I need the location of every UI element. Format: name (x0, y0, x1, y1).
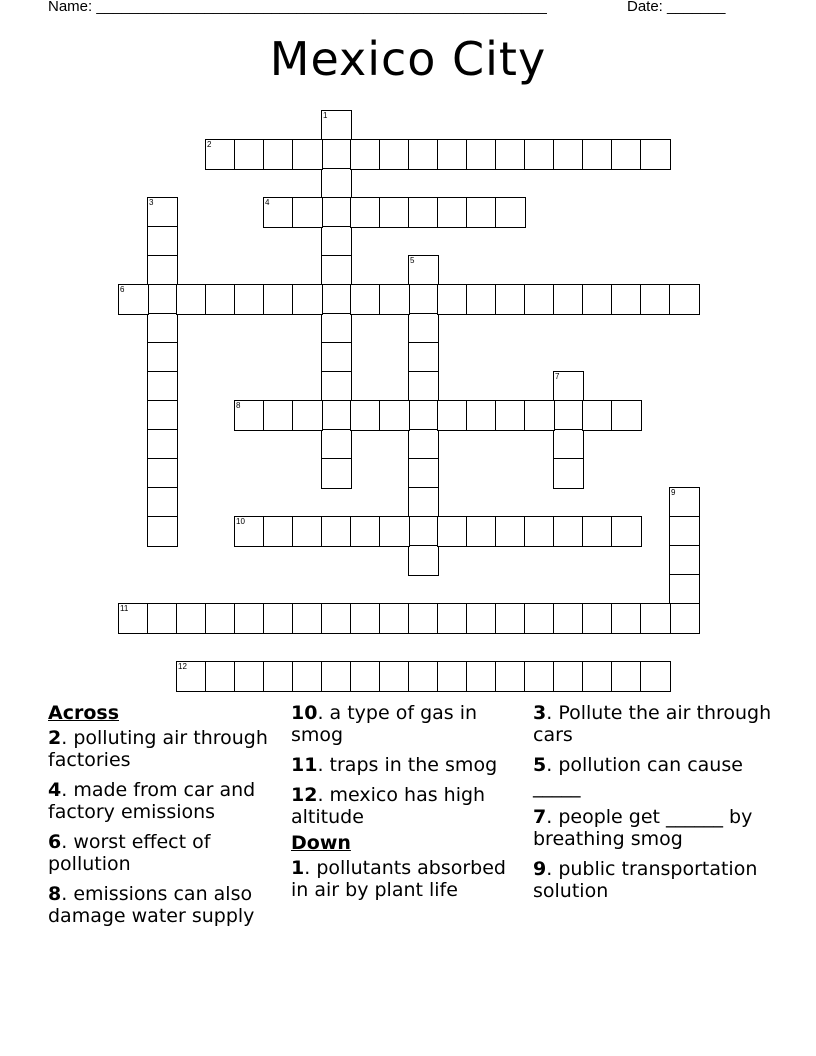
crossword-cell[interactable] (553, 429, 584, 460)
crossword-cell[interactable] (495, 284, 526, 315)
clue-column-3 (533, 702, 773, 910)
crossword-cell[interactable] (379, 516, 410, 547)
crossword-cell[interactable] (408, 487, 439, 518)
across-clue-8: 8. emissions can also damage water supply (48, 883, 255, 927)
crossword-cell[interactable] (147, 487, 178, 518)
crossword-cell[interactable] (205, 661, 236, 692)
across-clue-12: 12. mexico has high altitude (291, 784, 486, 828)
crossword-cell[interactable] (553, 284, 584, 315)
cell-number: 4 (265, 198, 270, 207)
crossword-cell[interactable] (263, 603, 294, 634)
crossword-cell[interactable] (611, 139, 642, 170)
crossword-cell[interactable] (321, 371, 352, 402)
crossword-cell[interactable] (611, 661, 642, 692)
crossword-cell[interactable] (292, 197, 323, 228)
crossword-cell[interactable] (321, 255, 352, 286)
crossword-cell[interactable] (524, 516, 555, 547)
crossword-cell[interactable] (147, 197, 178, 228)
cell-number: 8 (236, 401, 241, 410)
crossword-cell[interactable] (379, 139, 410, 170)
crossword-cell[interactable] (553, 139, 584, 170)
crossword-cell[interactable] (437, 400, 468, 431)
crossword-cell[interactable] (205, 139, 236, 170)
crossword-cell[interactable] (408, 458, 439, 489)
crossword-cell[interactable] (292, 400, 323, 431)
crossword-cell[interactable] (263, 516, 294, 547)
crossword-cell[interactable] (292, 139, 323, 170)
crossword-cell[interactable] (321, 458, 352, 489)
cell-number: 1 (323, 111, 328, 120)
crossword-cell[interactable] (466, 400, 497, 431)
across-clue-4: 4. made from car and factory emissions (48, 779, 256, 823)
crossword-cell[interactable] (524, 400, 555, 431)
crossword-cell[interactable] (321, 284, 352, 315)
crossword-cell[interactable] (176, 603, 207, 634)
crossword-cell[interactable] (147, 226, 178, 257)
crossword-cell[interactable] (379, 400, 410, 431)
crossword-cell[interactable] (669, 284, 700, 315)
crossword-cell[interactable] (582, 139, 613, 170)
crossword-cell[interactable] (611, 603, 642, 634)
crossword-cell[interactable] (205, 284, 236, 315)
crossword-cell[interactable] (495, 400, 526, 431)
crossword-cell[interactable] (495, 197, 526, 228)
crossword-cell[interactable] (408, 139, 439, 170)
crossword-cell[interactable] (524, 661, 555, 692)
crossword-cell[interactable] (495, 516, 526, 547)
crossword-cell[interactable] (147, 603, 178, 634)
crossword-cell[interactable] (611, 284, 642, 315)
crossword-cell[interactable] (466, 197, 497, 228)
crossword-cell[interactable] (582, 284, 613, 315)
down-clue-7: 7. people get ______ by breathing smog (533, 806, 753, 850)
crossword-cell[interactable] (234, 516, 265, 547)
clue-column-1 (48, 702, 284, 935)
cell-number: 5 (410, 256, 415, 265)
crossword-cell[interactable] (582, 516, 613, 547)
crossword-cell[interactable] (118, 284, 149, 315)
crossword-cell[interactable] (350, 139, 381, 170)
cell-number: 7 (555, 372, 560, 381)
crossword-cell[interactable] (263, 197, 294, 228)
crossword-cell[interactable] (321, 661, 352, 692)
crossword-cell[interactable] (292, 603, 323, 634)
crossword-cell[interactable] (408, 197, 439, 228)
crossword-cell[interactable] (234, 661, 265, 692)
crossword-cell[interactable] (408, 313, 439, 344)
crossword-cell[interactable] (147, 255, 178, 286)
crossword-cell[interactable] (147, 342, 178, 373)
crossword-cell[interactable] (292, 284, 323, 315)
crossword-cell[interactable] (408, 371, 439, 402)
crossword-cell[interactable] (611, 400, 642, 431)
crossword-cell[interactable] (234, 400, 265, 431)
crossword-cell[interactable] (321, 516, 352, 547)
crossword-cell[interactable] (147, 458, 178, 489)
crossword-cell[interactable] (321, 400, 352, 431)
crossword-cell[interactable] (640, 284, 671, 315)
crossword-cell[interactable] (321, 139, 352, 170)
across-clue-2: 2. polluting air through factories (48, 727, 268, 771)
crossword-cell[interactable] (147, 313, 178, 344)
crossword-cell[interactable] (553, 603, 584, 634)
crossword-cell[interactable] (524, 603, 555, 634)
crossword-cell[interactable] (321, 342, 352, 373)
crossword-cell[interactable] (553, 371, 584, 402)
crossword-cell[interactable] (321, 168, 352, 199)
crossword-cell[interactable] (640, 661, 671, 692)
crossword-cell[interactable] (263, 400, 294, 431)
name-field-line[interactable]: Name: ______________________________________________________ (48, 0, 547, 15)
crossword-cell[interactable] (263, 139, 294, 170)
crossword-cell[interactable] (408, 255, 439, 286)
crossword-cell[interactable] (466, 284, 497, 315)
crossword-cell[interactable] (495, 139, 526, 170)
crossword-cell[interactable] (350, 284, 381, 315)
crossword-cell[interactable] (582, 603, 613, 634)
crossword-cell[interactable] (408, 603, 439, 634)
crossword-cell[interactable] (640, 139, 671, 170)
crossword-cell[interactable] (379, 603, 410, 634)
crossword-cell[interactable] (466, 516, 497, 547)
down-clue-9: 9. public transportation solution (533, 858, 758, 902)
across-clue-11: 11. traps in the smog (291, 754, 498, 776)
crossword-cell[interactable] (350, 197, 381, 228)
crossword-cell[interactable] (350, 400, 381, 431)
across-heading: Across (48, 702, 120, 724)
crossword-cell[interactable] (234, 139, 265, 170)
crossword-cell[interactable] (118, 603, 149, 634)
page-title: Mexico City (269, 32, 547, 86)
cell-number: 10 (236, 517, 245, 526)
crossword-cell[interactable] (321, 603, 352, 634)
crossword-cell[interactable] (669, 603, 700, 634)
crossword-cell[interactable] (147, 400, 178, 431)
cell-number: 12 (178, 662, 187, 671)
crossword-cell[interactable] (321, 110, 352, 141)
across-clue-6: 6. worst effect of pollution (48, 831, 211, 875)
crossword-cell[interactable] (379, 661, 410, 692)
crossword-cell[interactable] (408, 400, 439, 431)
crossword-cell[interactable] (437, 139, 468, 170)
crossword-cell[interactable] (263, 284, 294, 315)
crossword-cell[interactable] (292, 661, 323, 692)
crossword-cell[interactable] (553, 458, 584, 489)
crossword-cell[interactable] (437, 661, 468, 692)
crossword-cell[interactable] (321, 226, 352, 257)
crossword-cell[interactable] (669, 545, 700, 576)
down-heading: Down (291, 832, 351, 854)
crossword-cell[interactable] (553, 661, 584, 692)
crossword-cell[interactable] (495, 661, 526, 692)
crossword-cell[interactable] (379, 197, 410, 228)
crossword-cell[interactable] (408, 342, 439, 373)
cell-number: 6 (120, 285, 125, 294)
down-clue-5: 5. pollution can cause _____ (533, 754, 743, 798)
crossword-cell[interactable] (350, 661, 381, 692)
across-clue-10: 10. a type of gas in smog (291, 702, 478, 746)
crossword-cell[interactable] (205, 603, 236, 634)
crossword-cell[interactable] (147, 516, 178, 547)
crossword-cell[interactable] (553, 516, 584, 547)
crossword-cell[interactable] (379, 284, 410, 315)
cell-number: 2 (207, 140, 212, 149)
crossword-cell[interactable] (437, 516, 468, 547)
crossword-cell[interactable] (669, 516, 700, 547)
crossword-cell[interactable] (524, 284, 555, 315)
crossword-cell[interactable] (611, 516, 642, 547)
crossword-cell[interactable] (437, 197, 468, 228)
crossword-cell[interactable] (321, 313, 352, 344)
crossword-cell[interactable] (176, 661, 207, 692)
crossword-cell[interactable] (640, 603, 671, 634)
crossword-cell[interactable] (408, 545, 439, 576)
clue-column-2 (291, 702, 521, 909)
crossword-cell[interactable] (263, 661, 294, 692)
crossword-cell[interactable] (350, 516, 381, 547)
down-clue-3: 3. Pollute the air through cars (533, 702, 772, 746)
crossword-cell[interactable] (234, 603, 265, 634)
crossword-cell[interactable] (437, 603, 468, 634)
crossword-cell[interactable] (408, 516, 439, 547)
crossword-cell[interactable] (176, 284, 207, 315)
cell-number: 9 (671, 488, 676, 497)
date-field-line[interactable]: Date: _______ (627, 0, 726, 15)
crossword-cell[interactable] (524, 139, 555, 170)
crossword-cell[interactable] (408, 284, 439, 315)
crossword-cell[interactable] (669, 487, 700, 518)
crossword-cell[interactable] (466, 661, 497, 692)
crossword-cell[interactable] (292, 516, 323, 547)
crossword-cell[interactable] (466, 139, 497, 170)
crossword-cell[interactable] (321, 197, 352, 228)
crossword-cell[interactable] (437, 284, 468, 315)
crossword-cell[interactable] (350, 603, 381, 634)
crossword-cell[interactable] (495, 603, 526, 634)
crossword-cell[interactable] (582, 661, 613, 692)
crossword-cell[interactable] (466, 603, 497, 634)
crossword-cell[interactable] (669, 574, 700, 605)
crossword-cell[interactable] (408, 661, 439, 692)
crossword-cell[interactable] (234, 284, 265, 315)
crossword-cell[interactable] (553, 400, 584, 431)
down-clue-1: 1. pollutants absorbed in air by plant life (291, 857, 506, 901)
crossword-cell[interactable] (147, 371, 178, 402)
crossword-cell[interactable] (147, 284, 178, 315)
crossword-cell[interactable] (408, 429, 439, 460)
crossword-cell[interactable] (321, 429, 352, 460)
crossword-cell[interactable] (147, 429, 178, 460)
crossword-cell[interactable] (582, 400, 613, 431)
cell-number: 3 (149, 198, 154, 207)
cell-number: 11 (120, 604, 129, 613)
